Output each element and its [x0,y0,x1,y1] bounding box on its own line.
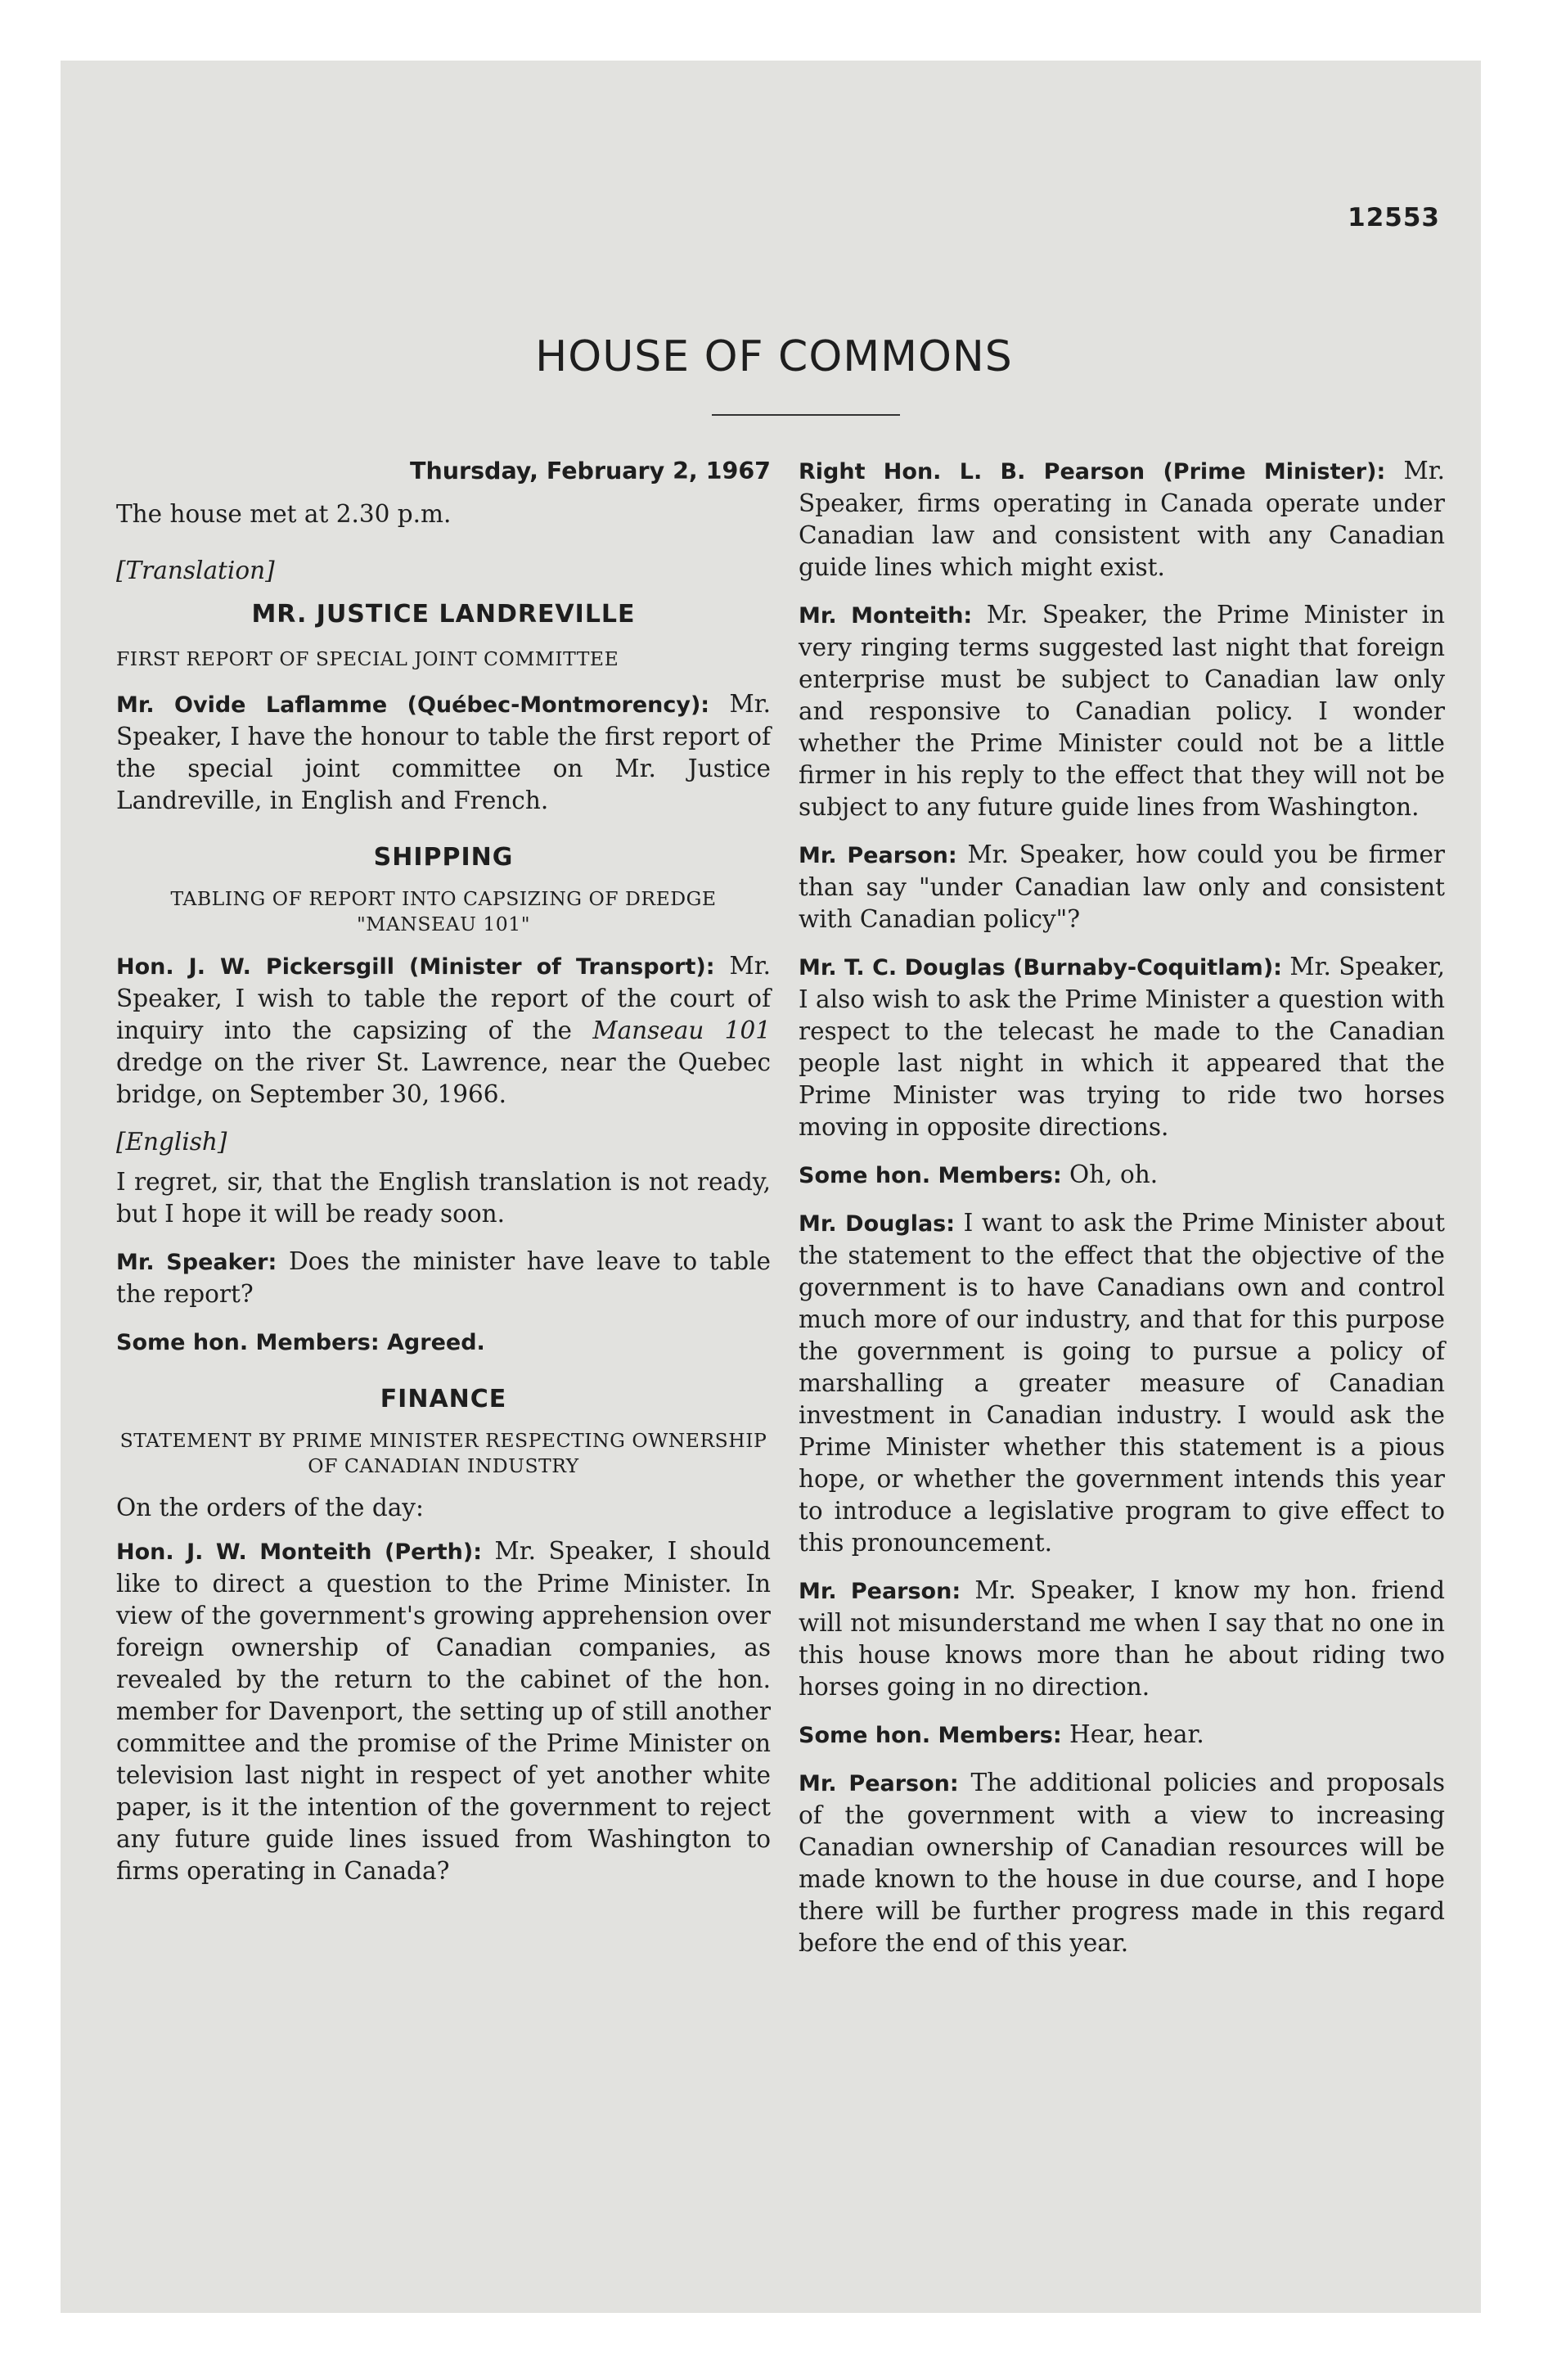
speech-members-agreed [116,1326,771,1359]
speech-text: dredge on the river St. Lawrence, near the Quebec bridge, on September 30, 1966. [116,1048,771,1108]
speaker-name: Hon. J. W. Monteith (Perth): [116,1539,483,1565]
english-label: [English] [116,1128,227,1156]
sitting-date: Thursday, February 2, 1967 [410,458,771,485]
vessel-name: Manseau 101 [592,1016,771,1044]
speech-text: I want to ask the Prime Minister about the statement to the effect that the objective of the government is to have Canadians own and control much more of our industry, and that for this purpose the government is going to pursue a policy of marshalling a greater measure of Canadian investment in Canadian industry. I would ask the Prime Minister whether this statement is a pious hope, or whether the government intends this year to introduce a legislative program to give effect to this pronouncement. [799,1209,1446,1557]
section-subheading-dredge: TABLING OF REPORT INTO CAPSIZING OF DREDGE "MANSEAU 101" [170,887,717,935]
speech-douglas-1 [799,951,1445,1143]
speech-text: Mr. Speaker, how could you be firmer than say "under Canadian law only and consistent with Canadian policy"? [799,841,1446,933]
speech-text: Hear, hear. [1069,1720,1204,1748]
speech-pearson-2 [799,839,1445,935]
speaker-name: Mr. Ovide Laflamme (Québec-Montmorency): [116,692,710,718]
speech-text: Mr. Speaker, the Prime Minister in very ringing terms suggested last night that foreign enterprise must be subject to Canadian law only and responsive to Canadian policy. I wonder whether the Prime Minister could not be a little firmer in his reply to the effect that they will not be subject to any future guide lines from Washington. [799,601,1446,821]
speech-pickersgill [116,950,771,1111]
speech-regret: I regret, sir, that the English translation is not ready, but I hope it will be ready soon. [116,1168,771,1228]
opening-line: The house met at 2.30 p.m. [116,500,452,528]
speech-monteith [116,1535,771,1887]
speech-members-hear [799,1719,1445,1751]
speaker-name: Mr. Speaker: [116,1250,277,1275]
speech-douglas-2 [799,1207,1445,1559]
speech-members-oh [799,1159,1445,1192]
speech-text: Mr. Speaker, I also wish to ask the Prime Minister a question with respect to the telecast he made to the Canadian people last night in which it appeared that the Prime Minister was trying to ride two horses moving in opposite directions. [799,953,1445,1141]
speech-text: Mr. Speaker, I have the honour to table the first report of the special joint committee on Mr. Justice Landreville, in English and French. [116,690,771,814]
speech-pearson-1 [799,455,1445,584]
speech-monteith-2 [799,599,1445,823]
section-subheading-ownership: STATEMENT BY PRIME MINISTER RESPECTING OWNERSHIP OF CANADIAN INDUSTRY [119,1429,767,1477]
section-subheading-joint-committee: FIRST REPORT OF SPECIAL JOINT COMMITTEE [116,647,619,670]
speech-text: The additional policies and proposals of the government with a view to increasing Canadian ownership of Canadian resources will be made known to the house in due course, and I hope there will be further progress made in this regard before the end of this year. [799,1769,1445,1957]
speaker-name: Mr. Monteith: [799,603,973,629]
speaker-name: Mr. Douglas: [799,1211,956,1237]
speech-speaker-leave [116,1246,771,1310]
speaker-name: Hon. J. W. Pickersgill (Minister of Transport): [116,954,715,980]
speech-text: Mr. Speaker, I know my hon. friend will not misunderstand me when I say that no one in this house knows more than he about riding two horses going in no direction. [799,1576,1445,1701]
speech-text: Mr. Speaker, I should like to direct a question to the Prime Minister. In view of the government's growing apprehension over foreign ownership of Canadian companies, as revealed by the return to the cabinet of the hon. member for Davenport, the setting up of still another committee and the promise of the Prime Minister on television last night in respect of yet another white paper, is it the intention of the government to reject any future guide lines issued from Washington to firms operating in Canada? [116,1537,771,1885]
section-heading-shipping: SHIPPING [373,843,514,872]
speaker-name: Mr. Pearson: [799,1771,959,1796]
right-column [799,455,1445,1975]
translation-label: [Translation] [116,557,275,584]
page-title: HOUSE OF COMMONS [535,332,1013,381]
speech-text: Does the minister have leave to table the report? [116,1247,771,1308]
speaker-name: Mr. Pearson: [799,1579,961,1604]
section-heading-finance: FINANCE [380,1385,507,1413]
speech-text: Oh, oh. [1069,1161,1159,1188]
speech-text: Mr. Speaker, I wish to table the report of the court of inquiry into the capsizing of the [116,952,771,1044]
page-number: 12553 [1348,203,1440,232]
orders-of-day: On the orders of the day: [116,1494,424,1521]
speech-pearson-3 [799,1575,1445,1703]
speech-text: Agreed. [387,1330,485,1355]
speech-laflamme [116,688,771,817]
speaker-name: Right Hon. L. B. Pearson (Prime Minister): [799,459,1386,485]
left-column [116,455,771,1903]
section-heading-landreville: MR. JUSTICE LANDREVILLE [251,600,636,629]
speaker-name: Mr. T. C. Douglas (Burnaby-Coquitlam): [799,955,1282,980]
speaker-name: Some hon. Members: [116,1330,380,1355]
speaker-name: Mr. Pearson: [799,843,957,868]
speech-pearson-4 [799,1767,1445,1959]
title-divider [712,414,900,416]
speaker-name: Some hon. Members: [799,1163,1062,1188]
speech-text: Mr. Speaker, firms operating in Canada operate under Canadian law and consistent with any Canadian guide lines which might exist. [799,457,1445,581]
speaker-name: Some hon. Members: [799,1723,1062,1748]
